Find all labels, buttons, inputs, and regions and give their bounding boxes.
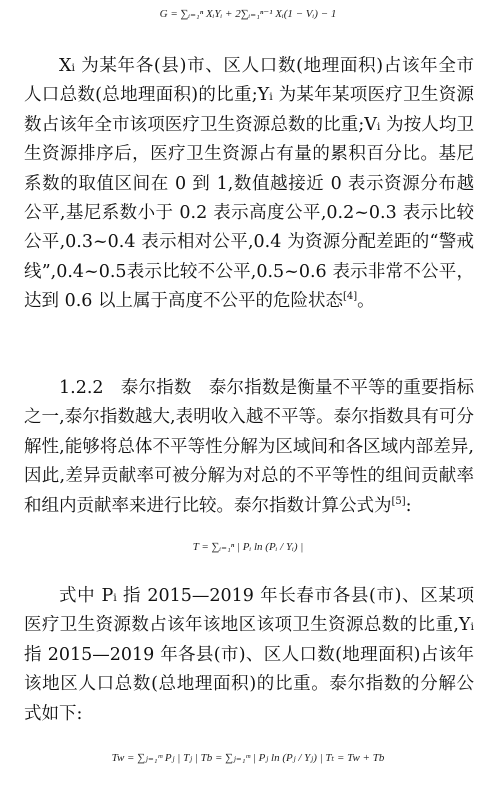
citation-theil-suffix: :	[405, 495, 412, 516]
citation-gini: [4]	[342, 291, 358, 303]
theil-decomposition-formula: Tw = ∑ⱼ₌₁ᵐ Pⱼ | Tⱼ | Tb = ∑ⱼ₌₁ᵐ | Pⱼ ln (Pⱼ / Yⱼ) | Tₜ = Tw + Tb	[111, 752, 385, 764]
section-number: 1.2.2	[59, 378, 104, 398]
gini-definition-text: Xᵢ 为某年各(县)市、区人口数(地理面积)占该年全市人口总数(总地理面积)的比重;Yᵢ 为某年某项医疗卫生资源数占该年全市该项医疗卫生资源总数的比重;Vᵢ 为按人均卫生资源排序后，医疗卫生资源占有量的累积百分比。基尼系数的取值区间在 0 到 1,数值越接近 0 表示资源分布越公平,基尼系数小于 0.2 表示高度公平,0.2~0.3 表示比较公平,0.3~0.4 表示相对公平,0.4 为资源分配差距的“警戒线”,0.4~0.5表示比较不公平,0.5~0.6 表示非常不公平，达到 0.6 以上属于高度不公平的危险状态	[24, 56, 474, 312]
gini-formula: G = ∑ᵢ₌₁ⁿ XᵢYᵢ + 2∑ᵢ₌₁ⁿ⁻¹ Xᵢ(1 − Vᵢ) − 1	[159, 8, 337, 20]
citation-theil: [5]	[391, 495, 406, 507]
section-title: 泰尔指数	[120, 378, 192, 398]
theil-section-paragraph	[24, 374, 474, 521]
theil-formula: T = ∑ᵢ₌₁ⁿ | Pᵢ ln (Pᵢ / Yᵢ) |	[192, 541, 304, 553]
theil-description-text: 泰尔指数是衡量不平等的重要指标之一,泰尔指数越大,表明收入越不平等。泰尔指数具有可分解性,能够将总体不平等性分解为区域间和各区域内部差异,因此,差异贡献率可被分解为对总的不平等性的组间贡献率和组内贡献率来进行比较。泰尔指数计算公式为	[24, 378, 474, 516]
theil-variables-paragraph	[24, 582, 474, 729]
theil-variables-text: 式中 Pᵢ 指 2015—2019 年长春市各县(市)、区某项医疗卫生资源数占该年该地区该项卫生资源总数的比重,Yᵢ 指 2015—2019 年各县(市)、区人口数(地理面积)占该年该地区人口总数(总地理面积)的比重。泰尔指数的分解公式如下:	[24, 586, 474, 724]
gini-definition-paragraph: Xᵢ 为某年各(县)市、区人口数(地理面积)占该年全市人口总数(总地理面积)的比重;Yᵢ 为某年某项医疗卫生资源数占该年全市该项医疗卫生资源总数的比重;Vᵢ 为按人均卫生资源排序后，医疗卫生资源占有量的累积百分比。基尼系数的取值区间在 0 到 1,数值越接近 0 表示资源分布越公平,基尼系数小于 0.2 表示高度公平,0.2~0.3 表示比较公平,0.3~0.4 表示相对公平,0.4 为资源分配差距的“警戒线”,0.4~0.5表示比较不公平,0.5~0.6 表示非常不公平，达到 0.6 以上属于高度不公平的危险状态[4]。	[24, 56, 474, 312]
